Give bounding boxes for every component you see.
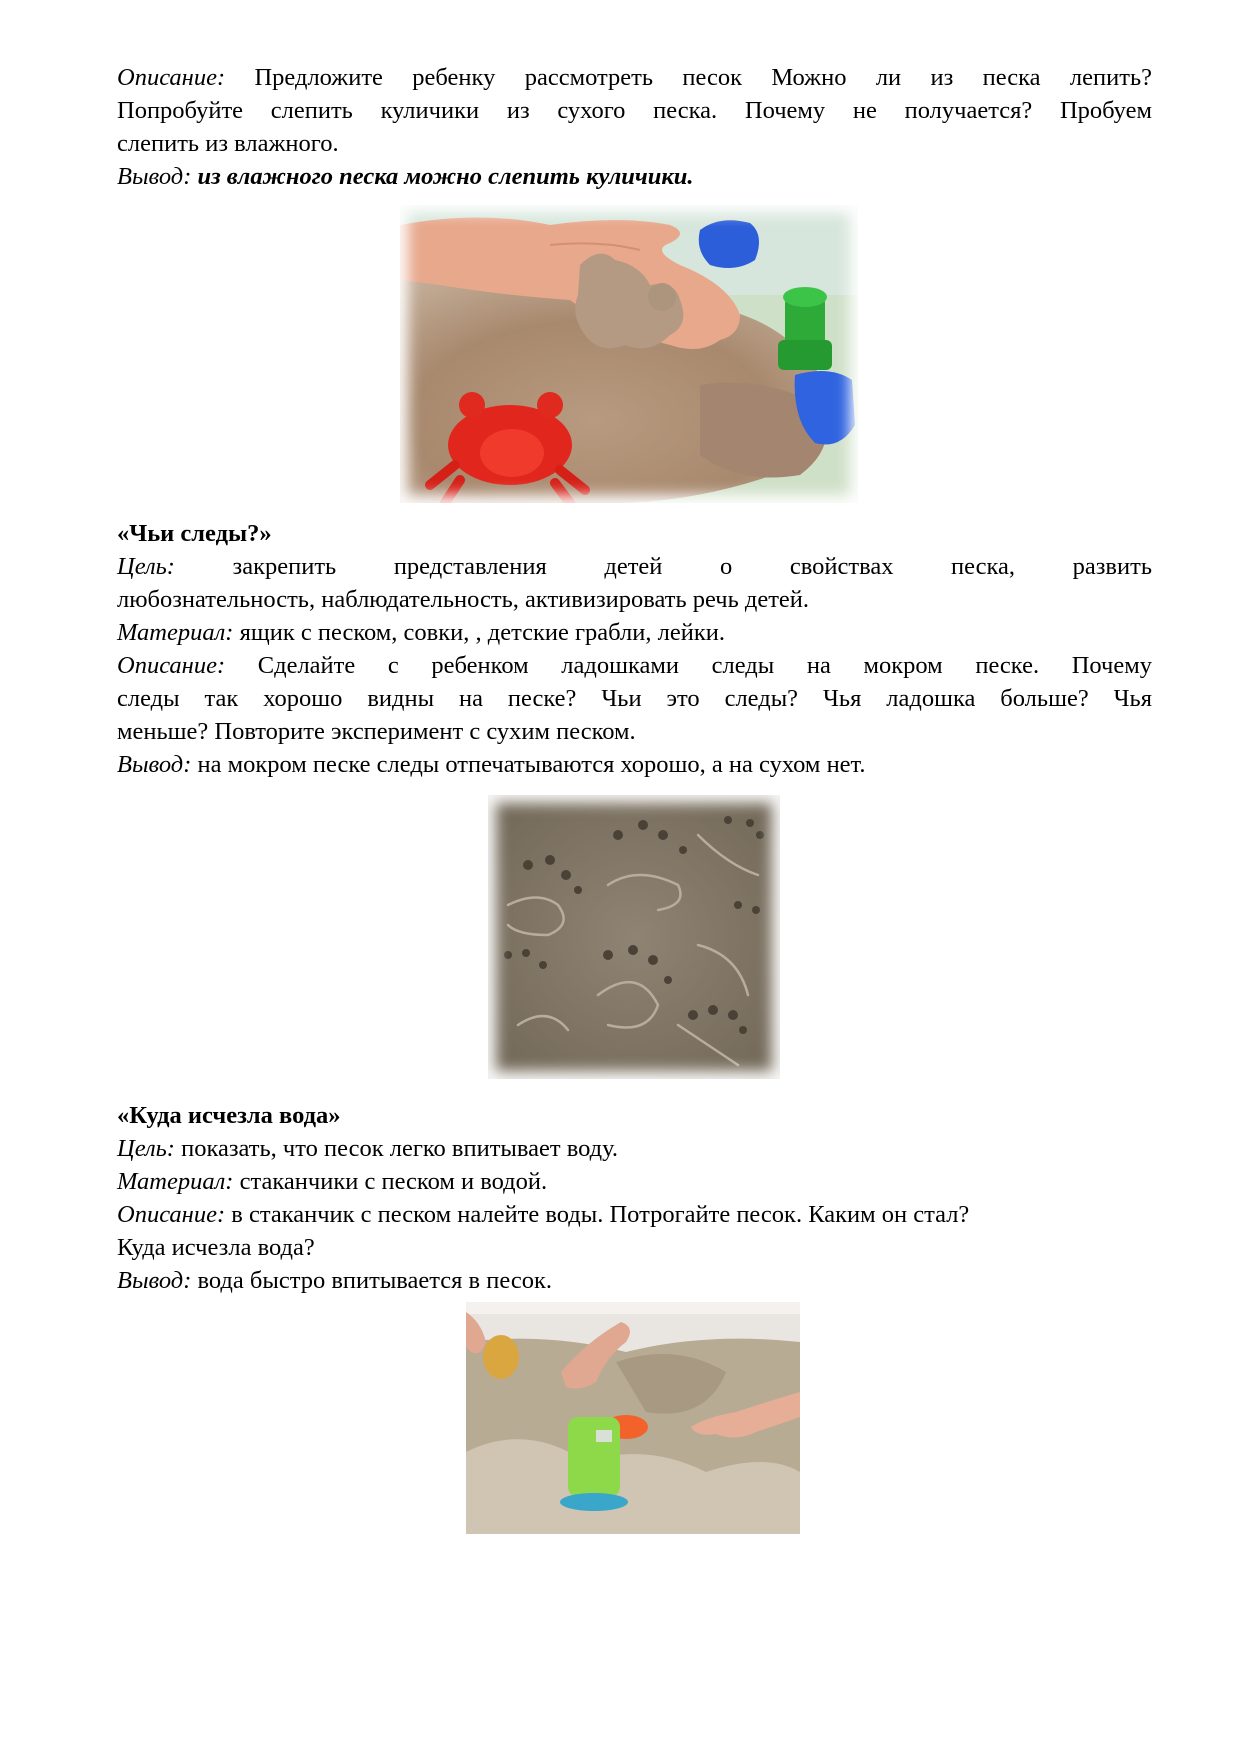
exp1-description-line-1: Описание: Предложите ребенку рассмотреть песок Можно ли из песка лепить? [117, 64, 1152, 91]
handprints-image [488, 795, 780, 1079]
description-label: Описание: [117, 1201, 226, 1228]
description-label: Описание: [117, 64, 226, 91]
conclusion-label: Вывод: [117, 1267, 192, 1294]
exp1-description-line-2: Попробуйте слепить куличики из сухого песка. Почему не получается? Пробуем [117, 97, 1152, 124]
material-label: Материал: [117, 1168, 234, 1195]
exp3-material: Материал: стаканчики с песком и водой. [117, 1168, 548, 1195]
exp2-description-line-3: меньше? Повторите эксперимент с сухим песком. [117, 718, 636, 745]
exp2-description-line-2: следы так хорошо видны на песке? Чьи это следы? Чья ладошка больше? Чья [117, 685, 1152, 712]
sand-water-image [466, 1302, 800, 1534]
exp2-description-line-1: Описание: Сделайте с ребенком ладошками следы на мокром песке. Почему [117, 652, 1152, 679]
exp2-conclusion: Вывод: на мокром песке следы отпечатываются хорошо, а на сухом нет. [117, 751, 866, 778]
conclusion-text: из влажного песка можно слепить куличики. [191, 163, 694, 190]
exp1-description-line-3: слепить из влажного. [117, 130, 339, 157]
exp2-title: «Чьи следы?» [117, 520, 272, 547]
description-label: Описание: [117, 652, 226, 679]
goal-label: Цель: [117, 553, 175, 580]
sand-water-photo [466, 1302, 800, 1534]
material-label: Материал: [117, 619, 234, 646]
sand-molds-photo [400, 205, 858, 503]
exp3-description-line-1: Описание: в стаканчик с песком налейте воды. Потрогайте песок. Каким он стал? [117, 1201, 970, 1228]
sand-molds-image [400, 205, 858, 503]
exp3-description-line-2: Куда исчезла вода? [117, 1234, 315, 1261]
conclusion-label: Вывод: [117, 163, 192, 190]
goal-label: Цель: [117, 1135, 175, 1162]
exp2-goal-line-1: Цель: закрепить представления детей о свойствах песка, развить [117, 553, 1152, 580]
exp2-material: Материал: ящик с песком, совки, , детские грабли, лейки. [117, 619, 725, 646]
exp3-goal: Цель: показать, что песок легко впитывает воду. [117, 1135, 619, 1162]
conclusion-label: Вывод: [117, 751, 192, 778]
handprints-photo [488, 795, 780, 1079]
exp3-conclusion: Вывод: вода быстро впитывается в песок. [117, 1267, 552, 1294]
exp1-conclusion [117, 160, 1152, 194]
exp2-goal-line-2: любознательность, наблюдательность, активизировать речь детей. [117, 586, 810, 613]
exp3-title: «Куда исчезла вода» [117, 1102, 341, 1129]
